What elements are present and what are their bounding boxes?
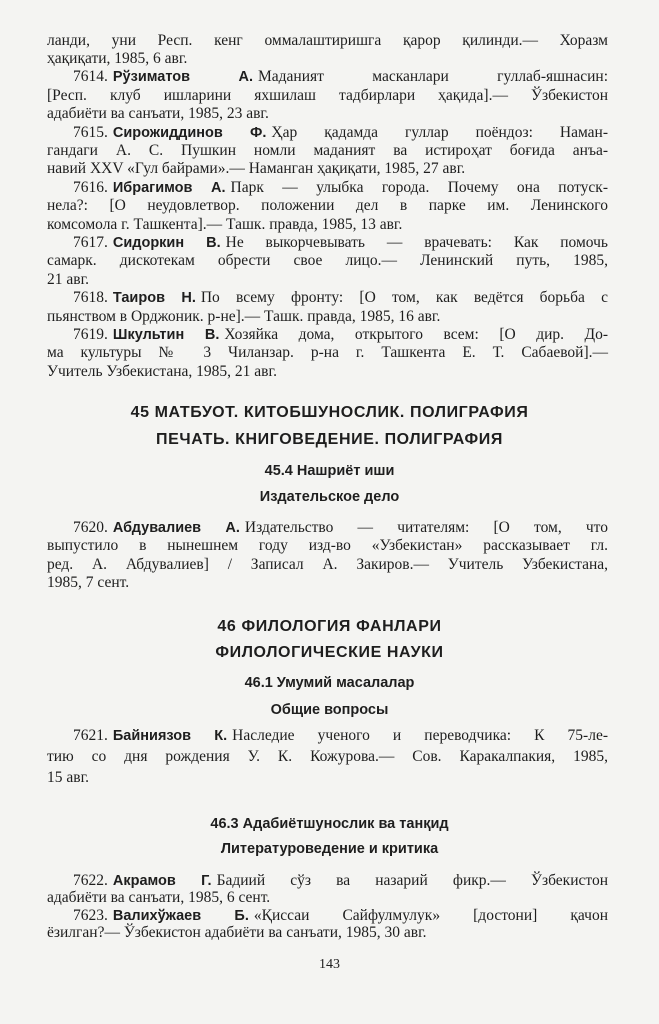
entry-7614-first-line bbox=[73, 67, 608, 86]
entry-7618-first-line bbox=[73, 288, 608, 307]
entry-line: 21 авг. bbox=[47, 270, 90, 288]
heading-section: 46 ФИЛОЛОГИЯ ФАНЛАРИ bbox=[217, 618, 442, 635]
heading-subsection: Издательское дело bbox=[259, 489, 400, 505]
entry-number: 7622. bbox=[73, 871, 108, 889]
heading-section: 45 МАТБУОТ. КИТОБШУНОСЛИК. ПОЛИГРАФИЯ bbox=[130, 404, 529, 421]
entry-7621-first-line bbox=[73, 726, 608, 745]
continuation-line: ҳақиқати, 1985, 6 авг. bbox=[47, 49, 188, 67]
entry-author: Таиров Н. bbox=[112, 290, 196, 307]
entry-line: пьянством в Орджоник. р-не].— Ташк. правда, 1985, 16 авг. bbox=[47, 307, 441, 325]
entry-author: Сирожиддинов Ф. bbox=[112, 124, 267, 141]
entry-number: 7619. bbox=[73, 325, 108, 343]
entry-author: Абдувалиев А. bbox=[112, 519, 240, 536]
entry-title: Ҳар қадамда гуллар поёндоз: Наман- bbox=[271, 123, 609, 141]
entry-number: 7617. bbox=[73, 233, 108, 251]
entry-line: ёзилган?— Ўзбекистон адабиёти ва санъати, 1985, 30 авг. bbox=[47, 924, 427, 941]
heading-subsection: 45.4 Нашриёт иши bbox=[264, 463, 395, 479]
heading-subsection: Общие вопросы bbox=[270, 702, 389, 718]
entry-7615-first-line bbox=[73, 123, 608, 142]
entry-number: 7623. bbox=[73, 906, 108, 924]
entry-title: Наследие ученого и переводчика: К 75-ле- bbox=[232, 726, 608, 744]
entry-number: 7615. bbox=[73, 123, 108, 141]
entry-author: Шкультин В. bbox=[112, 326, 220, 343]
entry-line: Учитель Узбекистана, 1985, 21 авг. bbox=[47, 362, 277, 380]
heading-subsection: 46.1 Умумий масалалар bbox=[244, 675, 415, 691]
entry-line: комсомола г. Ташкента].— Ташк. правда, 1985, 13 авг. bbox=[47, 215, 403, 233]
entry-7623-first-line bbox=[73, 906, 608, 925]
entry-line: адабиёти ва санъати, 1985, 23 авг. bbox=[47, 105, 269, 123]
entry-title: «Қиссаи Сайфулмулук» [достони] қачон bbox=[253, 906, 608, 924]
entry-line: тию со дня рождения У. К. Кожурова.— Сов. Каракалпакия, 1985, bbox=[47, 747, 608, 765]
entry-line: гандаги А. С. Пушкин номли маданият ва истироҳат боғида анъа- bbox=[47, 141, 608, 159]
entry-title: Маданият масканлари гуллаб-яшнасин: bbox=[258, 68, 608, 86]
entry-line: выпустило в нынешнем году изд-во «Узбекистан» рассказывает гл. bbox=[47, 537, 608, 554]
entry-number: 7618. bbox=[73, 289, 108, 307]
entry-line: самарк. дискотекам обрести свое лицо.— Ленинский путь, 1985, bbox=[47, 252, 608, 270]
entry-7617-first-line bbox=[73, 233, 608, 252]
entry-author: Рўзиматов А. bbox=[112, 69, 253, 86]
heading-subsection: 46.3 Адабиётшунослик ва танқид bbox=[210, 816, 449, 832]
entry-author: Ибрагимов А. bbox=[112, 179, 226, 196]
heading-section: ФИЛОЛОГИЧЕСКИЕ НАУКИ bbox=[215, 644, 444, 661]
entry-line: нела?: [О неудовлетвор. положении дел в парке им. Ленинского bbox=[47, 197, 608, 215]
entry-title: По всему фронту: [О том, как ведётся борьба с bbox=[200, 289, 608, 307]
entry-author: Валихўжаев Б. bbox=[112, 907, 249, 924]
entry-number: 7621. bbox=[73, 726, 108, 744]
entry-title: Бадиий сўз ва назарий фикр.— Ўзбекистон bbox=[216, 871, 608, 889]
entry-title: Издательство — читателям: [О том, что bbox=[244, 518, 608, 536]
heading-section: ПЕЧАТЬ. КНИГОВЕДЕНИЕ. ПОЛИГРАФИЯ bbox=[156, 431, 503, 448]
entry-line: [Респ. клуб ишларини яхшилаш тадбирлари ҳақида].— Ўзбекистон bbox=[47, 86, 608, 104]
continuation-line: ланди, уни Респ. кенг оммалаштиришга қарор қилинди.— Хоразм bbox=[47, 31, 608, 49]
entry-line: ред. А. Абдувалиев] / Записал А. Закиров.— Учитель Узбекистана, bbox=[47, 555, 608, 573]
page-number: 143 bbox=[319, 957, 340, 972]
entry-number: 7620. bbox=[73, 518, 108, 536]
entry-line: адабиёти ва санъати, 1985, 6 сент. bbox=[47, 889, 271, 906]
entry-title: Хозяйка дома, открытого всем: [О дир. До- bbox=[224, 325, 609, 343]
heading-subsection: Литературоведение и критика bbox=[220, 841, 439, 857]
entry-number: 7616. bbox=[73, 178, 108, 196]
entry-line: ма культуры № 3 Чиланзар. р-на г. Ташкента Е. Т. Сабаевой].— bbox=[47, 344, 608, 362]
entry-7616-first-line bbox=[73, 178, 608, 197]
entry-7622-first-line bbox=[73, 871, 608, 890]
entry-line: 1985, 7 сент. bbox=[47, 574, 130, 591]
entry-title: Парк — улыбка города. Почему она потуск- bbox=[230, 178, 609, 196]
entry-author: Сидоркин В. bbox=[112, 234, 221, 251]
entry-title: Не выкорчевывать — врачевать: Как помочь bbox=[225, 233, 608, 251]
entry-author: Байниязов К. bbox=[112, 727, 228, 744]
entry-line: 15 авг. bbox=[47, 768, 90, 786]
entry-7620-first-line bbox=[73, 518, 608, 537]
entry-line: навий XXV «Гул байрами».— Наманган ҳақиқати, 1985, 27 авг. bbox=[47, 160, 466, 178]
entry-author: Акрамов Г. bbox=[112, 872, 212, 889]
entry-number: 7614. bbox=[73, 68, 108, 86]
entry-7619-first-line bbox=[73, 325, 608, 344]
